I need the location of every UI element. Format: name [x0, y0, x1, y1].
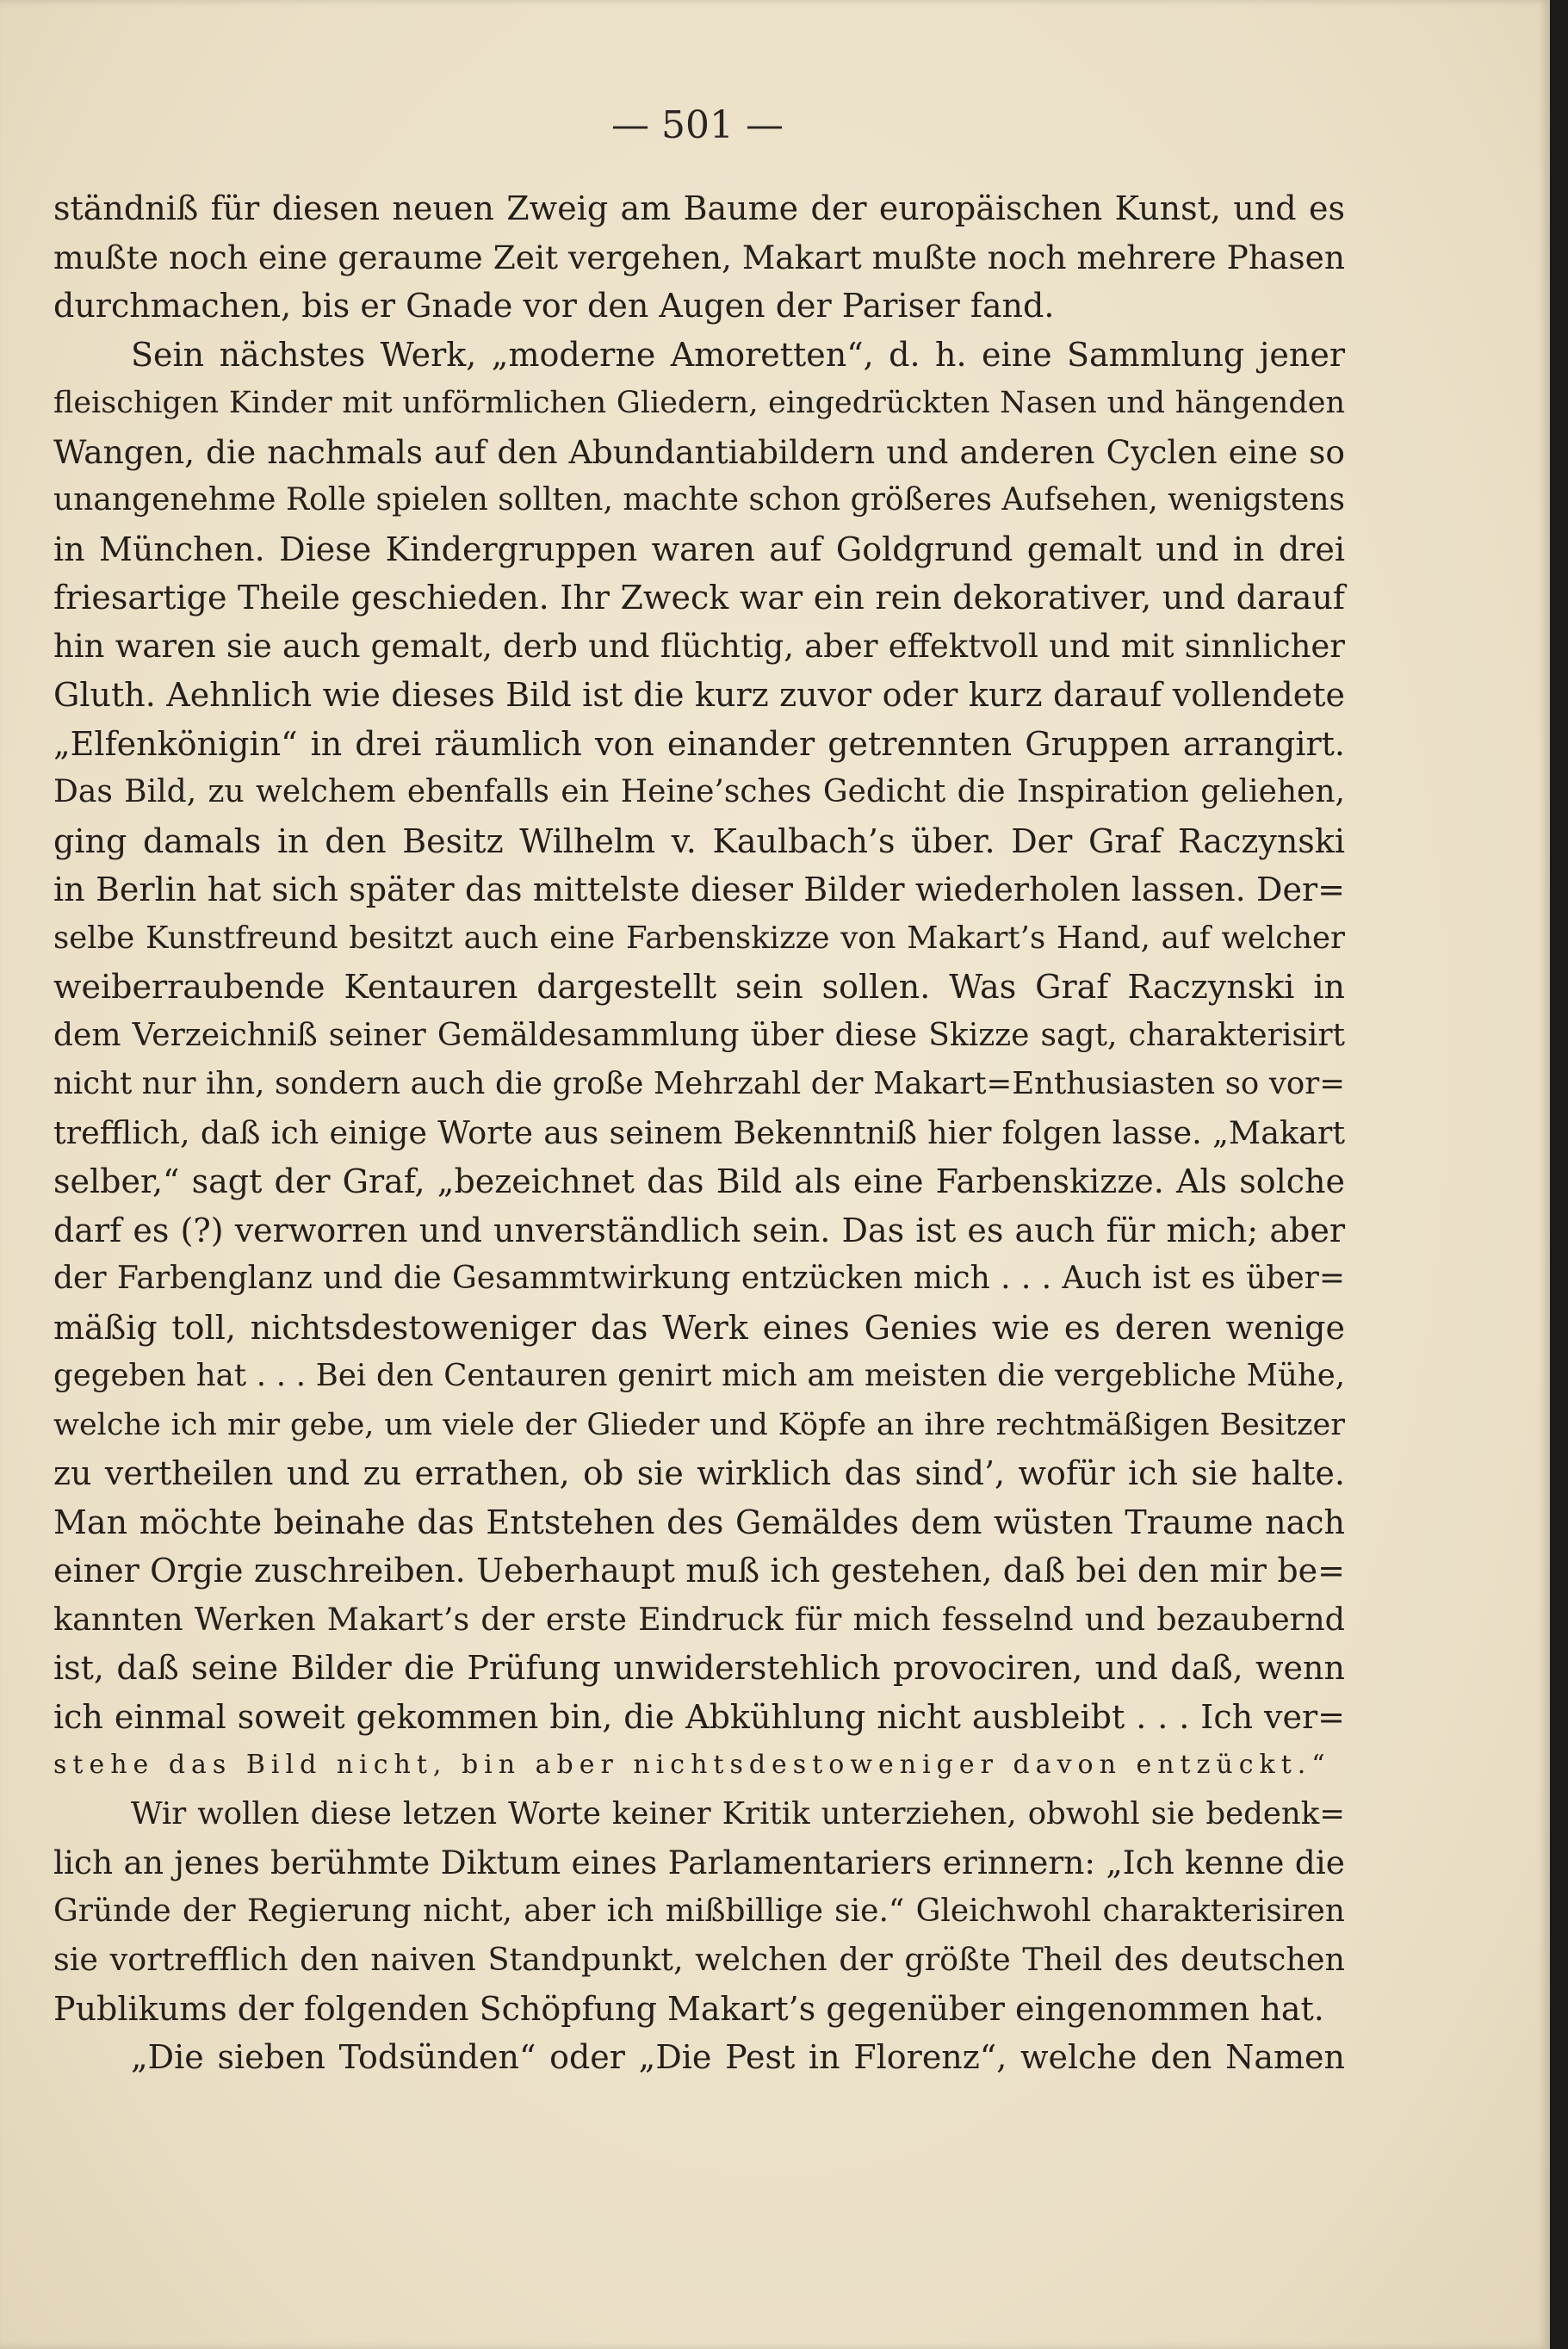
- text-line: ständniß für diesen neuen Zweig am Baume der europäischen Kunst, und es: [53, 189, 1345, 227]
- text-line: ich einmal soweit gekommen bin, die Abkühlung nicht ausbleibt . . . Ich ver=: [53, 1697, 1345, 1736]
- text-line: „Die sieben Todsünden“ oder „Die Pest in Florenz“, welche den Namen: [131, 2038, 1345, 2076]
- text-line: hin waren sie auch gemalt, derb und flüchtig, aber effektvoll und mit sinnlicher: [53, 627, 1345, 665]
- body-text: [53, 184, 1345, 2082]
- text-line: kannten Werken Makart’s der erste Eindruck für mich fesselnd und bezaubernd: [53, 1600, 1345, 1638]
- text-line: nicht nur ihn, sondern auch die große Mehrzahl der Makart=Enthusiasten so vor=: [53, 1066, 1345, 1101]
- text-line: durchmachen, bis er Gnade vor den Augen der Pariser fand.: [53, 287, 1055, 325]
- text-line: welche ich mir gebe, um viele der Glieder und Köpfe an ihre rechtmäßigen Besitzer: [53, 1407, 1345, 1442]
- text-line: Publikums der folgenden Schöpfung Makart’s gegenüber eingenommen hat.: [53, 1989, 1324, 2028]
- text-line: trefflich, daß ich einige Worte aus seinem Bekenntniß hier folgen lasse. „Makart: [53, 1113, 1345, 1151]
- text-line: gegeben hat . . . Bei den Centauren genirt mich am meisten die vergebliche Mühe,: [53, 1358, 1345, 1393]
- text-line: einer Orgie zuschreiben. Ueberhaupt muß ich gestehen, daß bei den mir be=: [53, 1552, 1345, 1590]
- text-line: selber,“ sagt der Graf, „bezeichnet das Bild als eine Farbenskizze. Als solche: [53, 1162, 1345, 1200]
- text-line: ging damals in den Besitz Wilhelm v. Kaulbach’s über. Der Graf Raczynski: [53, 821, 1345, 860]
- text-line: lich an jenes berühmte Diktum eines Parlamentariers erinnern: „Ich kenne die: [53, 1844, 1345, 1881]
- text-line: in Berlin hat sich später das mittelste dieser Bilder wiederholen lassen. Der=: [53, 871, 1345, 908]
- text-line: Gluth. Aehnlich wie dieses Bild ist die kurz zuvor oder kurz darauf vollendete: [53, 676, 1345, 714]
- text-line: darf es (?) verworren und unverständlich sein. Das ist es auch für mich; aber: [53, 1211, 1345, 1249]
- text-line: weiberraubende Kentauren dargestellt sein sollen. Was Graf Raczynski in: [53, 968, 1345, 1006]
- page-number: — 501 —: [611, 103, 784, 147]
- text-line: Das Bild, zu welchem ebenfalls ein Heine’sches Gedicht die Inspiration geliehen,: [53, 774, 1345, 809]
- text-line: selbe Kunstfreund besitzt auch eine Farbenskizze von Makart’s Hand, auf welcher: [53, 920, 1345, 956]
- text-line: ist, daß seine Bilder die Prüfung unwiderstehlich provociren, und daß, wenn: [53, 1649, 1345, 1687]
- text-line: stehe das Bild nicht, bin aber nichtsdestoweniger davon entzückt.“: [53, 1750, 1331, 1780]
- text-line: fleischigen Kinder mit unförmlichen Gliedern, eingedrückten Nasen und hängenden: [53, 386, 1345, 420]
- text-line: Man möchte beinahe das Entstehen des Gemäldes dem wüsten Traume nach: [53, 1503, 1345, 1541]
- text-line: mäßig toll, nichtsdestoweniger das Werk eines Genies wie es deren wenige: [53, 1308, 1345, 1347]
- text-line: Wir wollen diese letzen Worte keiner Kritik unterziehen, obwohl sie bedenk=: [131, 1795, 1345, 1831]
- text-line: unangenehme Rolle spielen sollten, machte schon größeres Aufsehen, wenigstens: [53, 482, 1345, 518]
- text-line: sie vortrefflich den naiven Standpunkt, welchen der größte Theil des deutschen: [53, 1941, 1345, 1978]
- text-line: Sein nächstes Werk, „moderne Amoretten“, d. h. eine Sammlung jener: [131, 335, 1345, 374]
- text-line: der Farbenglanz und die Gesammtwirkung entzücken mich . . . Auch ist es über=: [53, 1261, 1345, 1296]
- text-line: Gründe der Regierung nicht, aber ich mißbillige sie.“ Gleichwohl charakterisiren: [53, 1893, 1345, 1929]
- text-line: zu vertheilen und zu errathen, ob sie wirklich das sind’, wofür ich sie halte.: [53, 1454, 1345, 1492]
- text-line: Wangen, die nachmals auf den Abundantiabildern und anderen Cyclen eine so: [53, 432, 1345, 471]
- text-line: „Elfenkönigin“ in drei räumlich von einander getrennten Gruppen arrangirt.: [53, 724, 1345, 763]
- text-line: friesartige Theile geschieden. Ihr Zweck war ein rein dekorativer, und darauf: [53, 579, 1345, 617]
- text-line: mußte noch eine geraume Zeit vergehen, Makart mußte noch mehrere Phasen: [53, 238, 1345, 276]
- text-line: in München. Diese Kindergruppen waren auf Goldgrund gemalt und in drei: [53, 530, 1345, 568]
- text-line: dem Verzeichniß seiner Gemäldesammlung über diese Skizze sagt, charakterisirt: [53, 1017, 1345, 1053]
